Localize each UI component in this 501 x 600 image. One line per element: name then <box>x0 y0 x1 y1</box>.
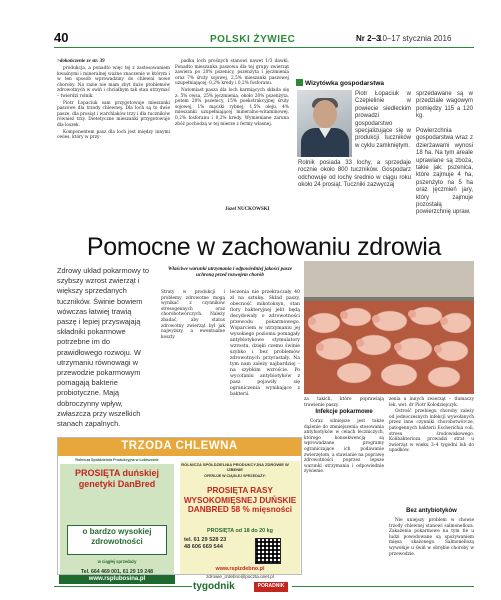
farmer-portrait-photo <box>297 90 352 157</box>
continued-column-1 <box>57 66 170 142</box>
ad2-main-text: PROSIĘTA RASY WYSOKOMIĘSNEJ DUŃSKIE DANBRED 58 % mięsności <box>183 486 297 515</box>
continued-paragraph: produkcja, a ponadto więc tej z zastosowaniem kwaśnymi i mineralnej ważne znaczenie w którym i w ten sposób wprowadziny do chlewni nowe choroby. Na razie nie mam zbyt dużo problemów zdrowotnych w swiń i chciałbym tak stan utrzymać – twierdzi rolnik. <box>57 66 170 99</box>
ad1-heading: PROSIĘTA duńskiej genetyki DanBred <box>74 468 159 489</box>
continued-column-2 <box>175 59 289 128</box>
ad2-phones <box>184 537 254 551</box>
ad1-availability: w ciągłej sprzedaży <box>97 559 137 564</box>
ad2-email: zdrowie_izdebno@poczta.onet.pl <box>206 574 274 579</box>
ad2-phone-2: 48 606 669 544 <box>184 544 223 550</box>
article-body-col4c <box>389 518 474 558</box>
subheading-infections: Infekcje pokarmowe <box>315 409 373 415</box>
issue-dates: 10–17 stycznia 2016 <box>378 34 452 43</box>
profile-text-col2b: Powierzchnia gospodarstwa wraz z dzierżawami wynosi 18 ha. Na tym areale uprawiane są zboża, takie jak: pszenica, które zajmuje 4 ha, pszenżyto na 5 ha oraz jęczmień jary, który zajmuje pozostałą powierzchnię upraw. <box>416 128 473 216</box>
footer-rule-right <box>292 586 474 587</box>
tygodnik-logo: tygodnik <box>193 581 235 592</box>
square-bullet-icon <box>296 79 303 86</box>
continued-paragraph: padku loch prośnych stanowi nawet 1/3 dawki. Ponadto mieszanka paszowa dla tej grupy zwierząt zawiera po 20% pszenicy, pszenżyta i jęczmienia oraz 7% śruty sojowej, 2,5% mieszanki paszowej uzupełniającej, 0,2% kredy i 0,2% fosforanu. <box>175 59 289 87</box>
body-paragraph: zenia u innych zwierząt – tłumaczy lek. wet. dr Piotr Kołodziejczyk. <box>389 397 474 408</box>
ad2-url: www.rspizdebno.pl <box>215 566 265 572</box>
body-paragraph: za takich, które poprawiają trawienie paszy. <box>304 397 384 408</box>
piglets-photo <box>304 261 474 394</box>
poradnik-badge-text: PORADNIK <box>257 583 285 589</box>
subheading-no-antibiotics: Bez antybiotyków <box>406 508 457 514</box>
body-paragraph: Ostrość przebiegu choroby zależy od jednoczesnych infekcji wywołanych przez inne czynniki chorobotwórcze, patogennych bakterii Escherichia coli, stresu środowiskowego. Kolibakterioza prowadzi strat u zwierząt w wieku 3–4 tygodni lub do upadków. <box>389 409 474 454</box>
ad2-offer: OFERUJE W CIĄGŁEJ SPRZEDAŻY: <box>204 474 266 478</box>
ad2-phone-1: tel. 61 29 528 23 <box>184 537 227 543</box>
article-body-col1 <box>161 290 225 341</box>
article-intro: Właściwe warunki utrzymania i odpowiedniej jakości pasze uchroną przed rozwojem chorób <box>168 266 292 279</box>
article-body-col4 <box>389 397 474 455</box>
continued-paragraph: Komponentem pasz dla loch jest między innymi owies, który w przy- <box>57 129 170 141</box>
ad2-coop-name: ROLNICZA SPÓŁDZIELNIA PRODUKCYJNA ZDROWIE W IZBENIE <box>181 462 289 472</box>
article-headline: Pomocne w zachowaniu zdrowia <box>86 233 442 261</box>
issue-number: Nr 2–3 <box>356 34 381 43</box>
article-lead: Zdrowy układ pokarmowy to szybszy wzrost zwierząt i większy sprzedanych tuczników. Świnie bowiem wówczas łatwiej trawią paszę i lepiej przyswajają składniki pokarmowe potrzebne im do prawidłowego rozwoju. W utrzymaniu równowagi w przewodzie pokarmowym pomagają bakterie probiotyczne. Mają dobroczynny wpływ, zwłaszcza przy wszelkich stanach zapalnych. <box>57 266 150 429</box>
body-paragraph: Straty w produkcji i problemy zdrowotne mogą wynikać z czynników stresogennych oraz chorobotwórczych. Należy zbadać, aby status zdrowotny zwierząt był jak najwyższy, a ewentualne koszty <box>161 290 225 340</box>
ad1-coop-name: Rolnicza Spółdzielnia Produkcyjna w Łobiszewie <box>75 458 159 462</box>
body-paragraph: leczenia nie przekraczały 40 zł na sztukę. Skład paszy, obecność mikotoksyn, stan flory bakteryjnej jelit będą decydowały o zdrowotności przewodu pokarmowego. Wsparciem w utrzymaniu jej wysokiego poziomu pomagały antybiotykowe stymulatory wzrostu, dzięki czemu świnie szybko i bez problemów zdrowotnych przyrastały. Na tym nam zależy najbardziej – na szybkim wzroście. Po wycofaniu antybiotyków z pasz pojawiły się ograniczenia wynikające z bakterii. <box>230 290 300 397</box>
profile-text-col1b: Rolnik posiada 33 lochy, a sprzedaje rocznie około 800 tuczników. Gospodarz odchowuje od lochy średnio w ciągu roku około 24 prosiąt. Tuczniki zazwyczaj <box>298 160 411 189</box>
article-body-col3b <box>304 419 384 476</box>
body-paragraph: Coraz silniejsze jest także dążenie do zmniejszenia stosowania antybiotyków w celach leczniczych, którego konsekwencją są wprowadzane programy ograniczające ich podawanie zwierzętom, a stawianie na poprawę zdrowotności poprzez lepsze warunki utrzymania i odpowiednie żywienie. <box>304 419 384 475</box>
ad2-weight-range: PROSIĘTA od 18 do 20 kg <box>207 528 273 534</box>
header-rule <box>54 47 474 48</box>
continuation-reference: >dokończenie ze str. 39 <box>57 59 105 64</box>
profile-title: Wizytówka gospodarstwa <box>305 80 385 87</box>
qr-code-icon <box>255 538 281 564</box>
profile-heading <box>296 79 384 87</box>
page-number: 40 <box>54 30 69 45</box>
body-paragraph: Nie uniejszy problem w chowie trzody chlewnej stanowi salmonelloza. Zakażenia pokarmowe na tym tle u ludzi powodowane są spożywaniem mięsa skażonego. Salmonellozą wywołuje u świń w obrębie choroby w przewodzie. <box>389 518 474 557</box>
continued-paragraph: Piotr Łopaciuk sam przygotowuje mieszanki paszowe dla trzody chlewnej. Dla loch są to dwie pasze, dla prosiąt i warchlaków trzy i dla tuczników również trzy. Dietetyczne mieszanki przygotowuje dla loszek. <box>57 100 170 128</box>
article-body-col3 <box>304 397 384 409</box>
section-title: POLSKI ŻYWIEC <box>210 34 296 45</box>
ad1-box-text: o bardzo wysokiej zdrowotności <box>82 527 152 546</box>
ad1-url: www.rsplubosina.pl <box>88 576 146 582</box>
author-byline: Józef NUCKOWSKI <box>225 207 270 212</box>
profile-text-col2: sprzedawane są w przedziale wagowym pomiędzy 115 a 120 kg. <box>416 91 473 120</box>
ad1-phone: Tel. 664 469 001, 61 29 19 248 <box>80 569 153 575</box>
continued-paragraph: Natomiast pasza dla loch karmiących składa się z: 5% owsa, 25% jęczmienia, około 20% pszenżyta, potem 20% pszenicy, 15% poekstrakcyjnej śruty sojowej, 1% mączki rybnej, 1,5% oleju, 4% mieszanki uzupełniającej mineralno-witaminowej, 0,2% fosforanu i 0,2% kredy. Wymieniane zaruna zbóż pochodzą w tej mierze z fermy własnej. <box>175 87 289 127</box>
article-body-col2 <box>230 290 300 399</box>
profile-text-col1: Piotr Łopaciuk w Czepielinie w powiecie siedleckim prowadzi gospodarstwo specjalizujące się w produkcji tuczników w cyklu zamkniętym. <box>355 91 411 149</box>
footer-rule-left <box>54 586 192 587</box>
ad-title: TRZODA CHLEWNA <box>121 440 238 452</box>
